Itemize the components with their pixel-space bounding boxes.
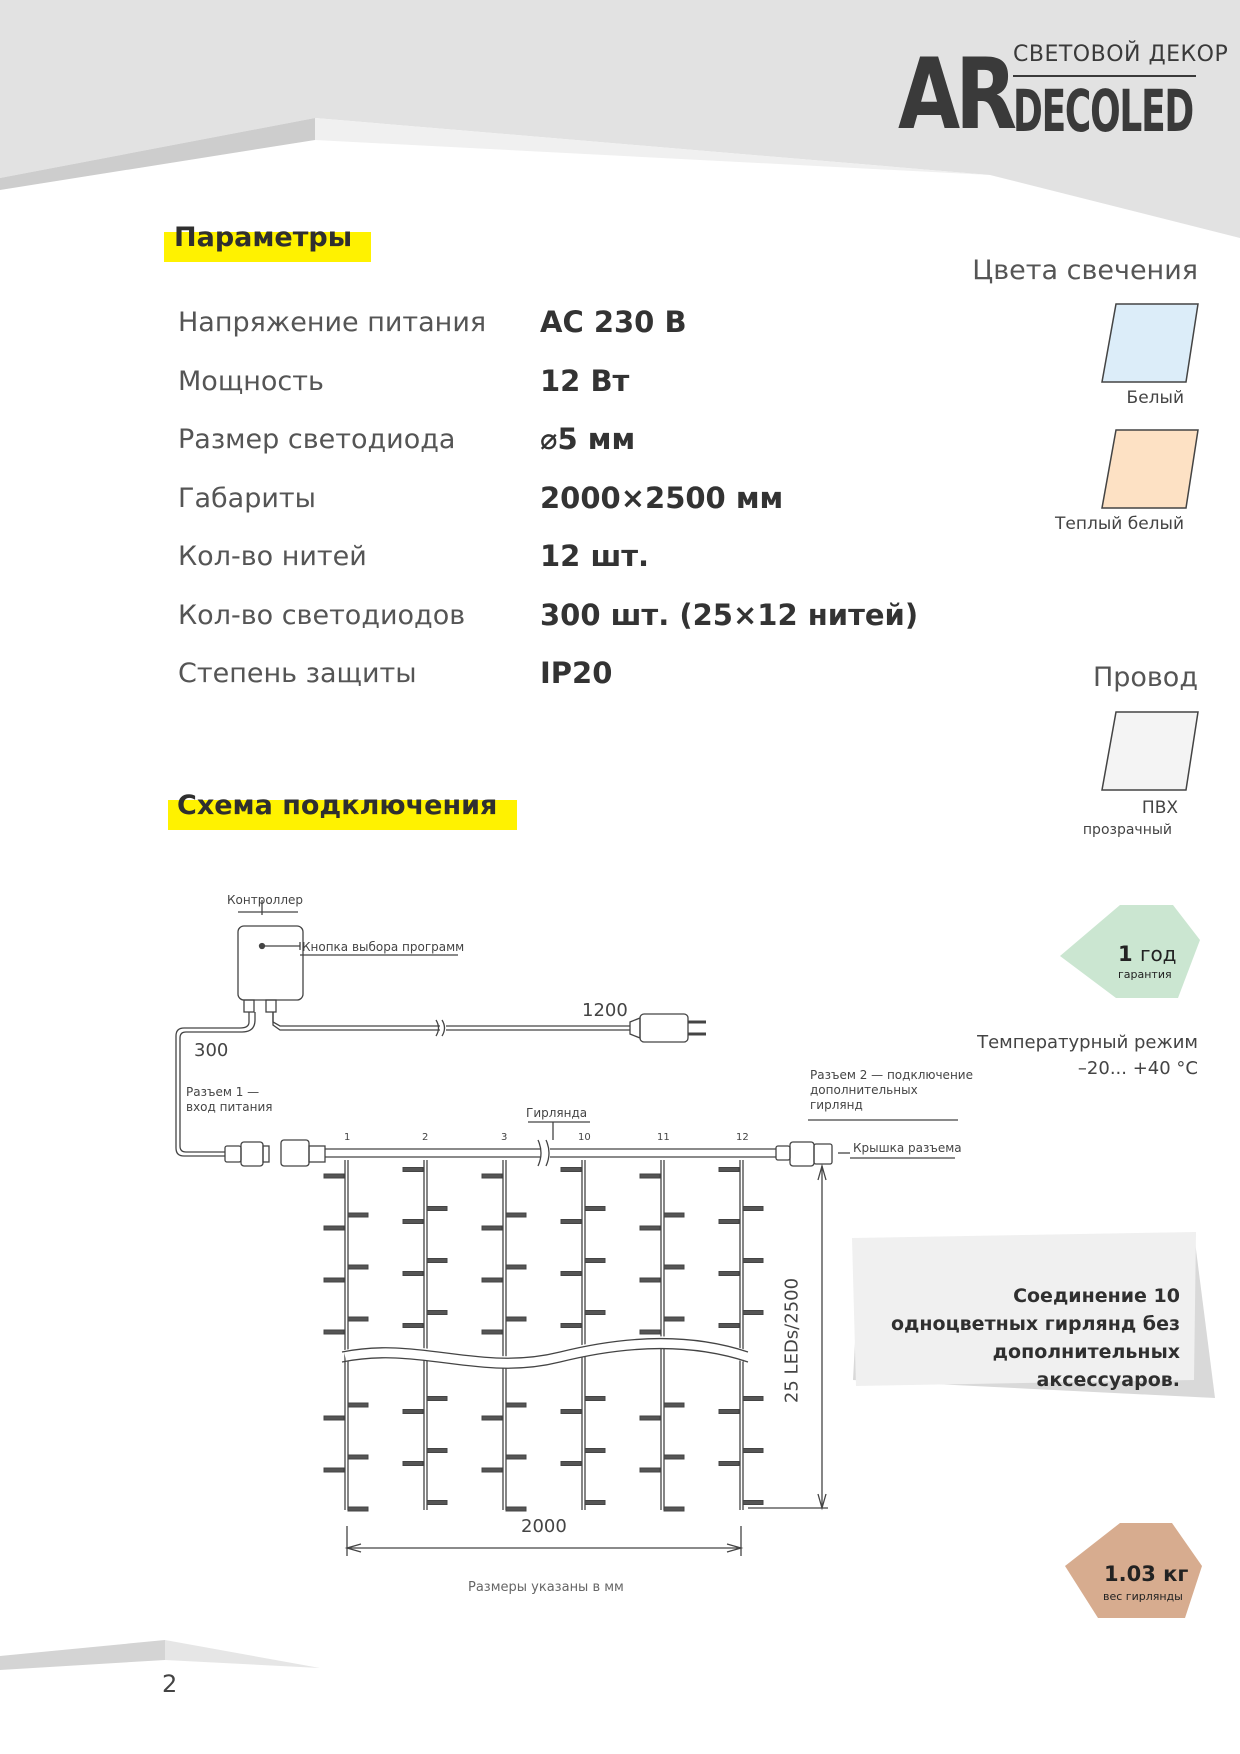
led-marker <box>324 1330 344 1334</box>
led-marker <box>427 1311 447 1315</box>
led-marker <box>403 1324 423 1328</box>
led-marker <box>482 1174 502 1178</box>
led-marker <box>506 1213 526 1217</box>
led-marker <box>348 1455 368 1459</box>
led-marker <box>403 1272 423 1276</box>
led-marker <box>719 1168 739 1172</box>
led-marker <box>403 1168 423 1172</box>
led-marker <box>482 1226 502 1230</box>
swatch-white-caption: Белый <box>1126 388 1184 408</box>
connection-note: Соединение 10 одноцветных гирлянд без дополнительных аксессуаров. <box>891 1285 1180 1391</box>
led-marker <box>324 1278 344 1282</box>
led-marker <box>561 1462 581 1466</box>
swatch-warm-white-caption: Теплый белый <box>1055 514 1184 534</box>
warranty-number: 1 <box>1118 942 1133 966</box>
led-marker <box>743 1311 763 1315</box>
param-label-voltage: Напряжение питания <box>178 307 487 338</box>
led-marker <box>324 1468 344 1472</box>
led-marker <box>427 1259 447 1263</box>
led-marker <box>743 1449 763 1453</box>
led-marker <box>561 1168 581 1172</box>
scheme-title: Схема подключения <box>177 790 498 821</box>
led-marker <box>585 1259 605 1263</box>
weight-value: 1.03 кг <box>1104 1562 1189 1586</box>
param-value-power: 12 Вт <box>540 364 630 398</box>
label-program-button: Кнопка выбора программ <box>302 940 465 954</box>
led-marker <box>403 1462 423 1466</box>
led-marker <box>427 1501 447 1505</box>
led-marker <box>427 1397 447 1401</box>
strand-number: 10 <box>578 1132 591 1143</box>
plug-body <box>640 1014 688 1042</box>
led-marker <box>348 1403 368 1407</box>
label-connector-2: Разъем 2 — подключение дополнительных гирлянд <box>810 1068 973 1112</box>
label-lead-length: 300 <box>194 1040 229 1061</box>
logo-wordmark: DECOLED <box>1013 77 1194 145</box>
led-marker <box>664 1403 684 1407</box>
led-marker <box>719 1410 739 1414</box>
warranty-sub: гарантия <box>1118 968 1172 981</box>
led-marker <box>506 1507 526 1511</box>
label-controller: Контроллер <box>227 893 303 907</box>
wire-sub: прозрачный <box>1082 822 1172 838</box>
label-connector-cap: Крышка разъема <box>853 1141 962 1155</box>
strand-number: 3 <box>501 1132 508 1143</box>
strand-number: 12 <box>736 1132 749 1143</box>
label-cable-length: 1200 <box>582 1000 628 1021</box>
led-marker <box>348 1507 368 1511</box>
param-label-strands: Кол-во нитей <box>178 541 367 572</box>
warranty-unit: год <box>1139 942 1177 966</box>
param-label-protection: Степень защиты <box>178 658 417 689</box>
led-marker <box>664 1317 684 1321</box>
led-marker <box>561 1410 581 1414</box>
strand-number: 11 <box>657 1132 670 1143</box>
controller-port <box>244 1000 254 1012</box>
led-marker <box>403 1410 423 1414</box>
led-marker <box>482 1278 502 1282</box>
param-value-strands: 12 шт. <box>540 539 650 573</box>
led-marker <box>427 1449 447 1453</box>
led-marker <box>561 1220 581 1224</box>
page-number: 2 <box>162 1670 178 1698</box>
label-width-dimension: 2000 <box>521 1516 567 1537</box>
led-marker <box>348 1265 368 1269</box>
glow-colors-title: Цвета свечения <box>972 255 1198 286</box>
param-value-led-count: 300 шт. (25×12 нитей) <box>540 598 919 632</box>
led-marker <box>719 1220 739 1224</box>
led-marker <box>482 1330 502 1334</box>
led-marker <box>482 1468 502 1472</box>
led-marker <box>427 1207 447 1211</box>
logo-tagline: СВЕТОВОЙ ДЕКОР <box>1013 42 1229 67</box>
led-marker <box>506 1403 526 1407</box>
led-marker <box>348 1213 368 1217</box>
led-marker <box>743 1501 763 1505</box>
led-marker <box>719 1324 739 1328</box>
led-marker <box>585 1501 605 1505</box>
led-marker <box>664 1507 684 1511</box>
label-vertical-dimension: 25 LEDs/2500 <box>781 1277 803 1404</box>
led-marker <box>640 1278 660 1282</box>
logo-letters: AR <box>898 38 1013 152</box>
led-marker <box>640 1330 660 1334</box>
led-marker <box>324 1174 344 1178</box>
led-marker <box>743 1259 763 1263</box>
led-marker <box>348 1317 368 1321</box>
temperature-range: –20... +40 °С <box>1077 1058 1198 1079</box>
led-marker <box>561 1324 581 1328</box>
controller-button <box>260 944 265 949</box>
led-marker <box>561 1272 581 1276</box>
param-label-led-size: Размер светодиода <box>178 424 456 455</box>
label-connector-1: Разъем 1 — вход питания <box>186 1085 273 1114</box>
param-value-led-size: ⌀5 мм <box>540 422 636 456</box>
led-marker <box>324 1416 344 1420</box>
led-marker <box>719 1272 739 1276</box>
led-marker <box>585 1397 605 1401</box>
led-marker <box>585 1311 605 1315</box>
led-marker <box>743 1397 763 1401</box>
led-marker <box>585 1449 605 1453</box>
led-marker <box>506 1455 526 1459</box>
wire-name: ПВХ <box>1141 798 1178 818</box>
param-value-dimensions: 2000×2500 мм <box>540 481 784 515</box>
led-marker <box>640 1468 660 1472</box>
led-marker <box>743 1207 763 1211</box>
led-marker <box>664 1455 684 1459</box>
label-garland: Гирлянда <box>526 1106 588 1120</box>
led-marker <box>324 1226 344 1230</box>
led-marker <box>640 1174 660 1178</box>
led-marker <box>482 1416 502 1420</box>
param-label-dimensions: Габариты <box>178 483 316 514</box>
weight-sub: вес гирлянды <box>1103 1590 1183 1603</box>
led-marker <box>585 1207 605 1211</box>
led-marker <box>664 1265 684 1269</box>
led-marker <box>640 1226 660 1230</box>
param-value-voltage: AC 230 В <box>540 305 687 339</box>
led-marker <box>506 1317 526 1321</box>
strand-number: 2 <box>422 1132 429 1143</box>
led-marker <box>506 1265 526 1269</box>
param-value-protection: IP20 <box>540 656 613 690</box>
parameters-title: Параметры <box>174 222 353 253</box>
led-marker <box>403 1220 423 1224</box>
param-label-power: Мощность <box>178 366 324 397</box>
strand-number: 1 <box>344 1132 351 1143</box>
controller-box <box>238 926 303 1000</box>
param-label-led-count: Кол-во светодиодов <box>178 600 466 631</box>
plug-neck <box>630 1018 640 1038</box>
controller-port <box>266 1000 276 1012</box>
led-marker <box>640 1416 660 1420</box>
temperature-label: Температурный режим <box>977 1032 1198 1053</box>
led-marker <box>719 1462 739 1466</box>
units-note: Размеры указаны в мм <box>468 1580 624 1595</box>
wire-title: Провод <box>1092 662 1198 693</box>
led-marker <box>664 1213 684 1217</box>
